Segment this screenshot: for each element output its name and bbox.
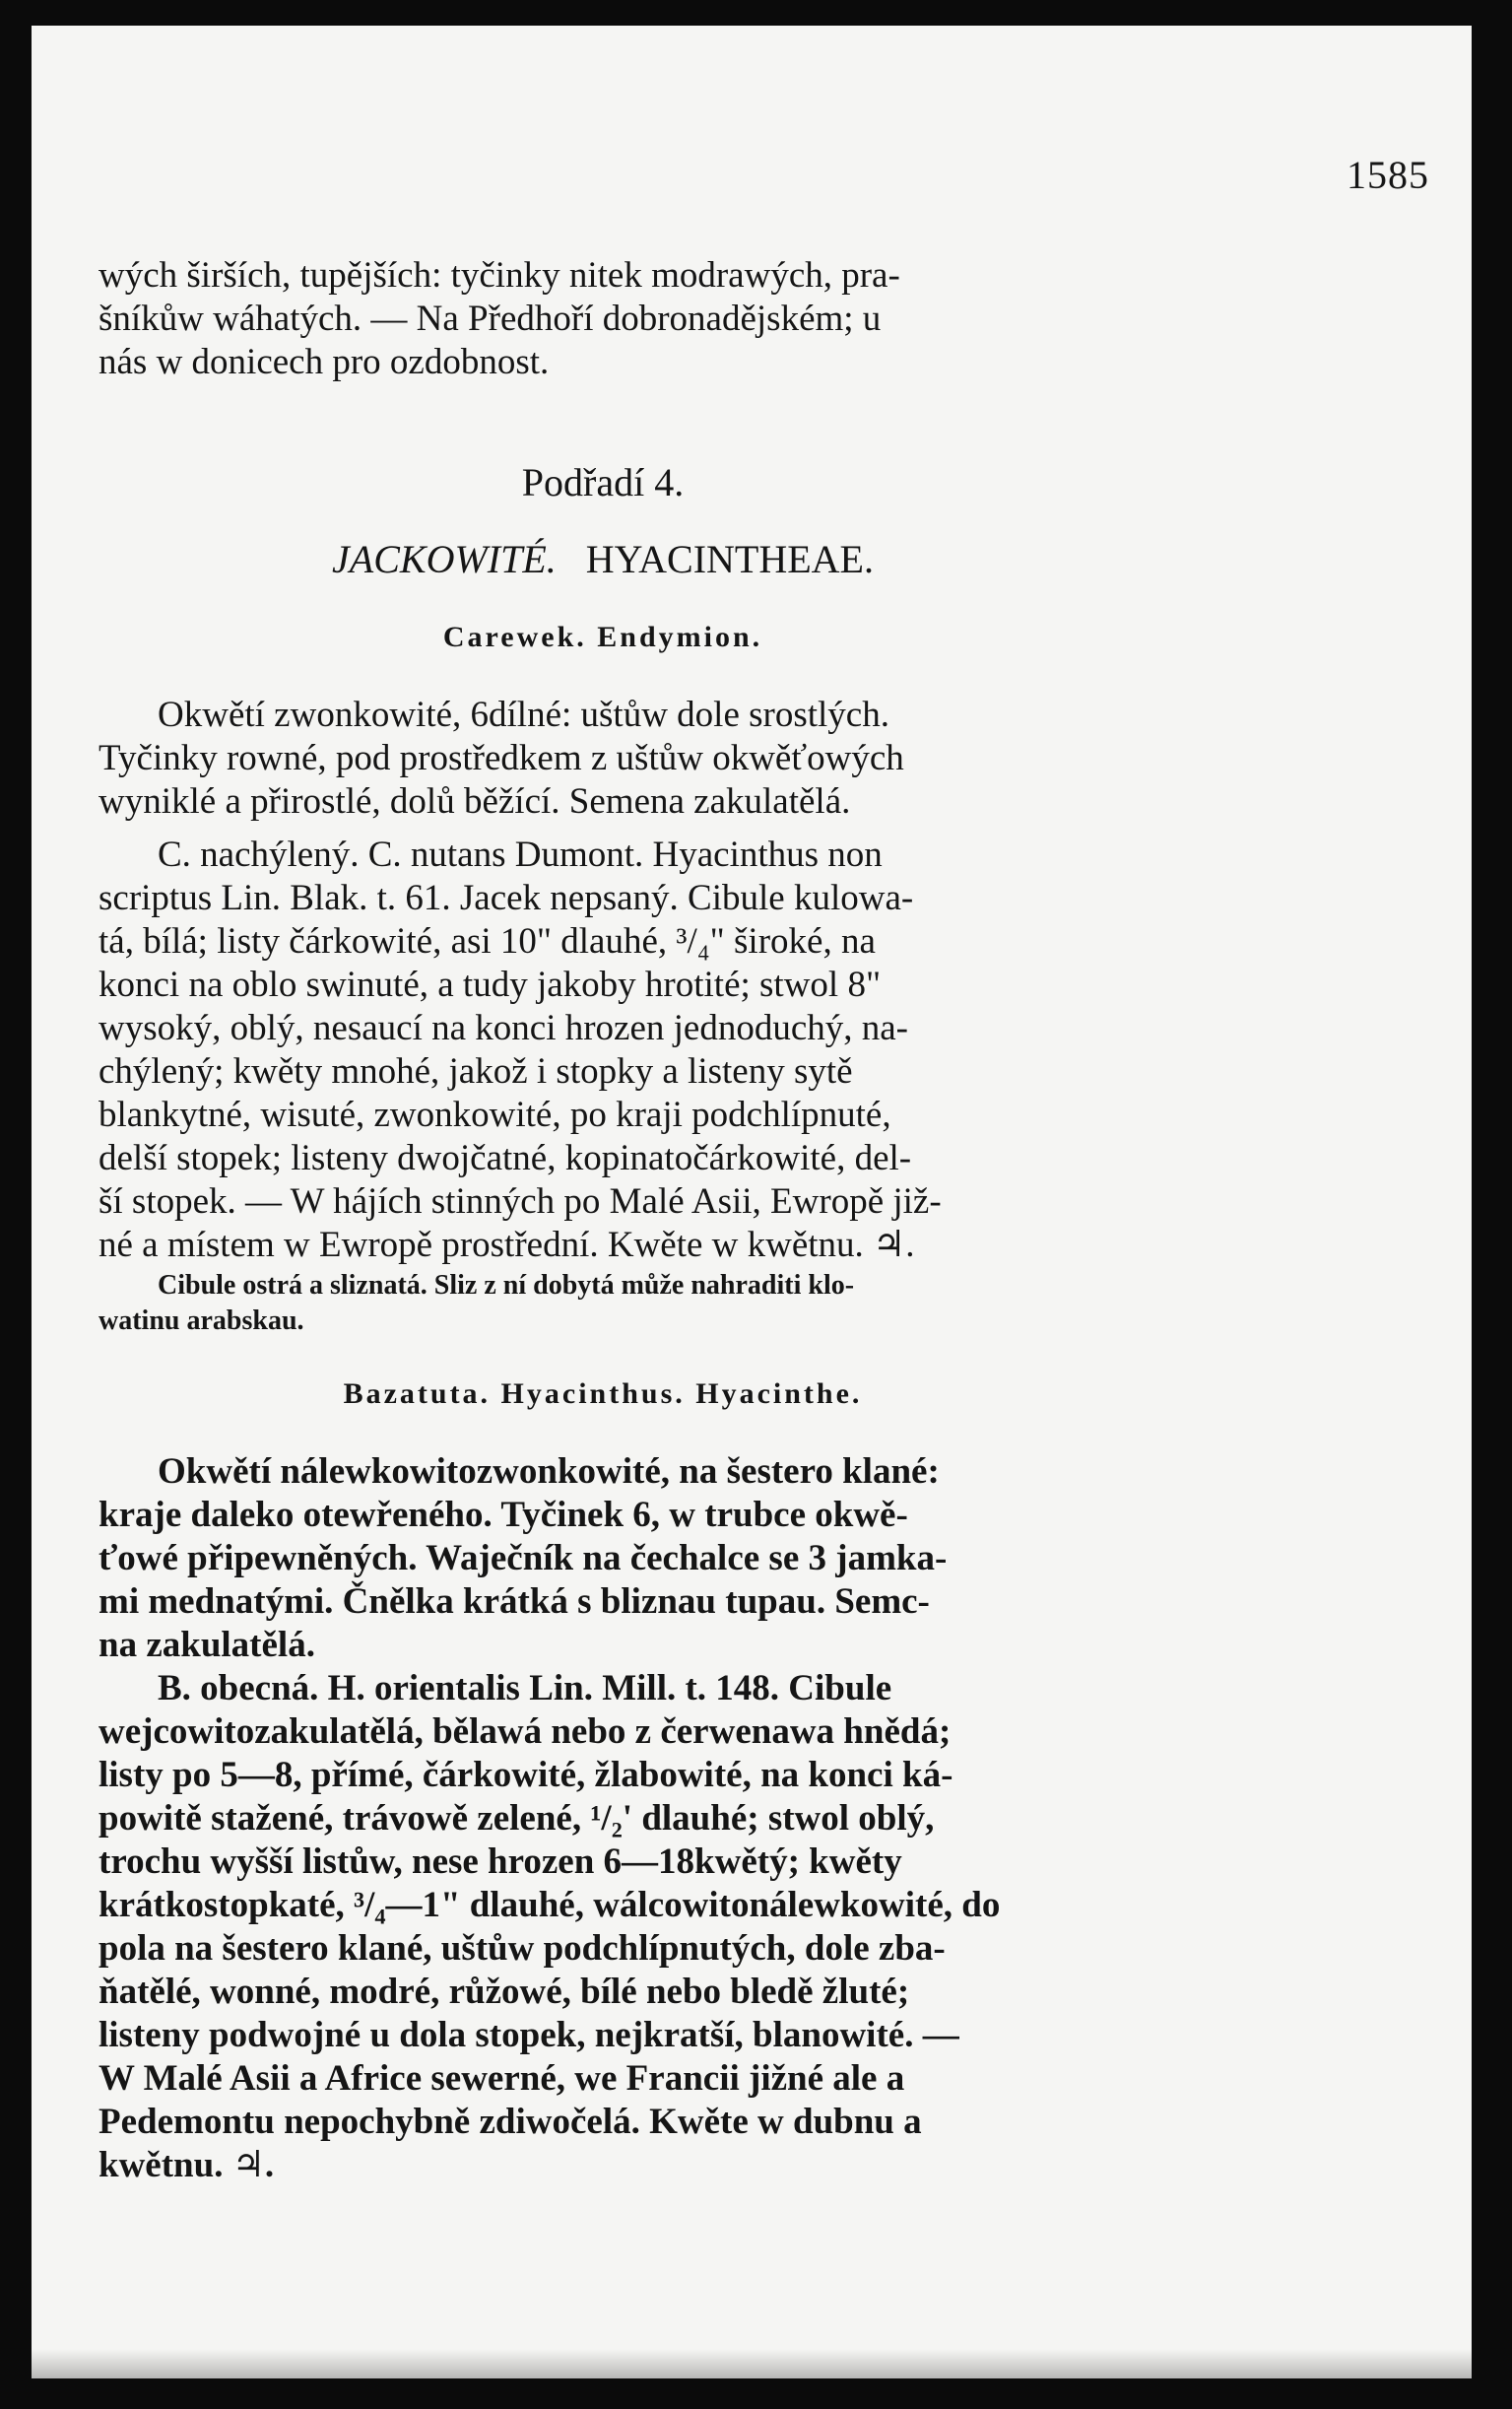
page-edge-shadow	[32, 2349, 1472, 2378]
text-line: né a místem w Ewropě prostřední. Kwěte w kwětnu. ♃.	[99, 1225, 915, 1265]
footnote-line: watinu arabskau.	[99, 1305, 304, 1336]
text-line: Pedemontu nepochybně zdiwočelá. Kwěte w dubnu a	[99, 2102, 922, 2142]
text-line: nás w donicech pro ozdobnost.	[99, 342, 550, 382]
text-line: krátkostopkaté, ³/₄—1" dlauhé, wálcowitonálewkowité, do	[99, 1885, 1001, 1925]
text-line: blankytné, wisuté, zwonkowité, po kraji podchlípnuté,	[99, 1095, 891, 1135]
text-line: chýlený; kwěty mnohé, jakož i stopky a listeny sytě	[99, 1051, 853, 1092]
text-line: W Malé Asii a Africe sewerné, we Francii jižné ale a	[99, 2058, 905, 2099]
text-line: ťowé připewněných. Waječník na čechalce se 3 jamka-	[99, 1538, 948, 1578]
text-line: kraje daleko otewřeného. Tyčinek 6, w trubce okwě-	[99, 1495, 908, 1535]
text-line: trochu wyšší listůw, nese hrozen 6—18kwětý; kwěty	[99, 1841, 902, 1882]
text-line: tá, bílá; listy čárkowité, asi 10" dlauhé, ³/₄" široké, na	[99, 921, 876, 962]
text-line: listeny podwojné u dola stopek, nejkratší, blanowité. —	[99, 2015, 959, 2055]
suborder-name-lat: HYACINTHEAE.	[585, 537, 874, 581]
text-line: scriptus Lin. Blak. t. 61. Jacek nepsaný. Cibule kulowa-	[99, 878, 914, 918]
suborder-name	[32, 536, 1174, 582]
suborder-title: Podřadí 4.	[521, 460, 685, 504]
genus-heading: Carewek. Endymion.	[442, 621, 763, 653]
text-line: delší stopek; listeny dwojčatné, kopinatočárkowité, del-	[99, 1138, 912, 1178]
text-line: Okwětí zwonkowité, 6dílné: uštůw dole srostlých.	[158, 695, 889, 735]
text-line: kwětnu. ♃.	[99, 2145, 275, 2185]
text-line: C. nachýlený. C. nutans Dumont. Hyacinthus non	[158, 835, 883, 875]
genus-heading: Bazatuta. Hyacinthus. Hyacinthe.	[343, 1377, 863, 1410]
text-line: ňatělé, wonné, modré, růžowé, bílé nebo bledě žluté;	[99, 1972, 910, 2012]
text-line: wejcowitozakulatělá, bělawá nebo z čerwenawa hnědá;	[99, 1711, 952, 1752]
page-number: 1585	[1347, 153, 1429, 197]
text-line: šníkůw wáhatých. — Na Předhoří dobronadějském; u	[99, 299, 882, 339]
text-line: ší stopek. — W hájích stinných po Malé Asii, Ewropě již-	[99, 1181, 942, 1222]
text-line: wyniklé a přirostlé, dolů běžící. Semena zakulatělá.	[99, 781, 851, 822]
book-page	[32, 26, 1472, 2378]
text-line: Okwětí nálewkowitozwonkowité, na šestero klané:	[158, 1451, 940, 1492]
text-line: B. obecná. H. orientalis Lin. Mill. t. 148. Cibule	[158, 1668, 892, 1708]
text-line: pola na šestero klané, uštůw podchlípnutých, dole zba-	[99, 1928, 946, 1969]
text-line: mi mednatými. Čnělka krátká s bliznau tupau. Semc-	[99, 1581, 930, 1622]
text-line: listy po 5—8, přímé, čárkowité, žlabowité, na konci ká-	[99, 1755, 953, 1795]
text-line: wysoký, oblý, nesaucí na konci hrozen jednoduchý, na-	[99, 1008, 909, 1048]
suborder-name-cz: JACKOWITÉ.	[332, 537, 557, 581]
text-line: na zakulatělá.	[99, 1625, 315, 1665]
text-line: wých širších, tupějších: tyčinky nitek modrawých, pra-	[99, 255, 900, 296]
text-line: Tyčinky rowné, pod prostředkem z uštůw okwěťowých	[99, 738, 904, 778]
text-line: powitě stažené, trávowě zelené, ¹/₂' dlauhé; stwol oblý,	[99, 1798, 935, 1839]
footnote-line: Cibule ostrá a sliznatá. Sliz z ní dobytá může nahraditi klo-	[158, 1270, 855, 1301]
text-line: konci na oblo swinuté, a tudy jakoby hrotité; stwol 8"	[99, 965, 882, 1005]
